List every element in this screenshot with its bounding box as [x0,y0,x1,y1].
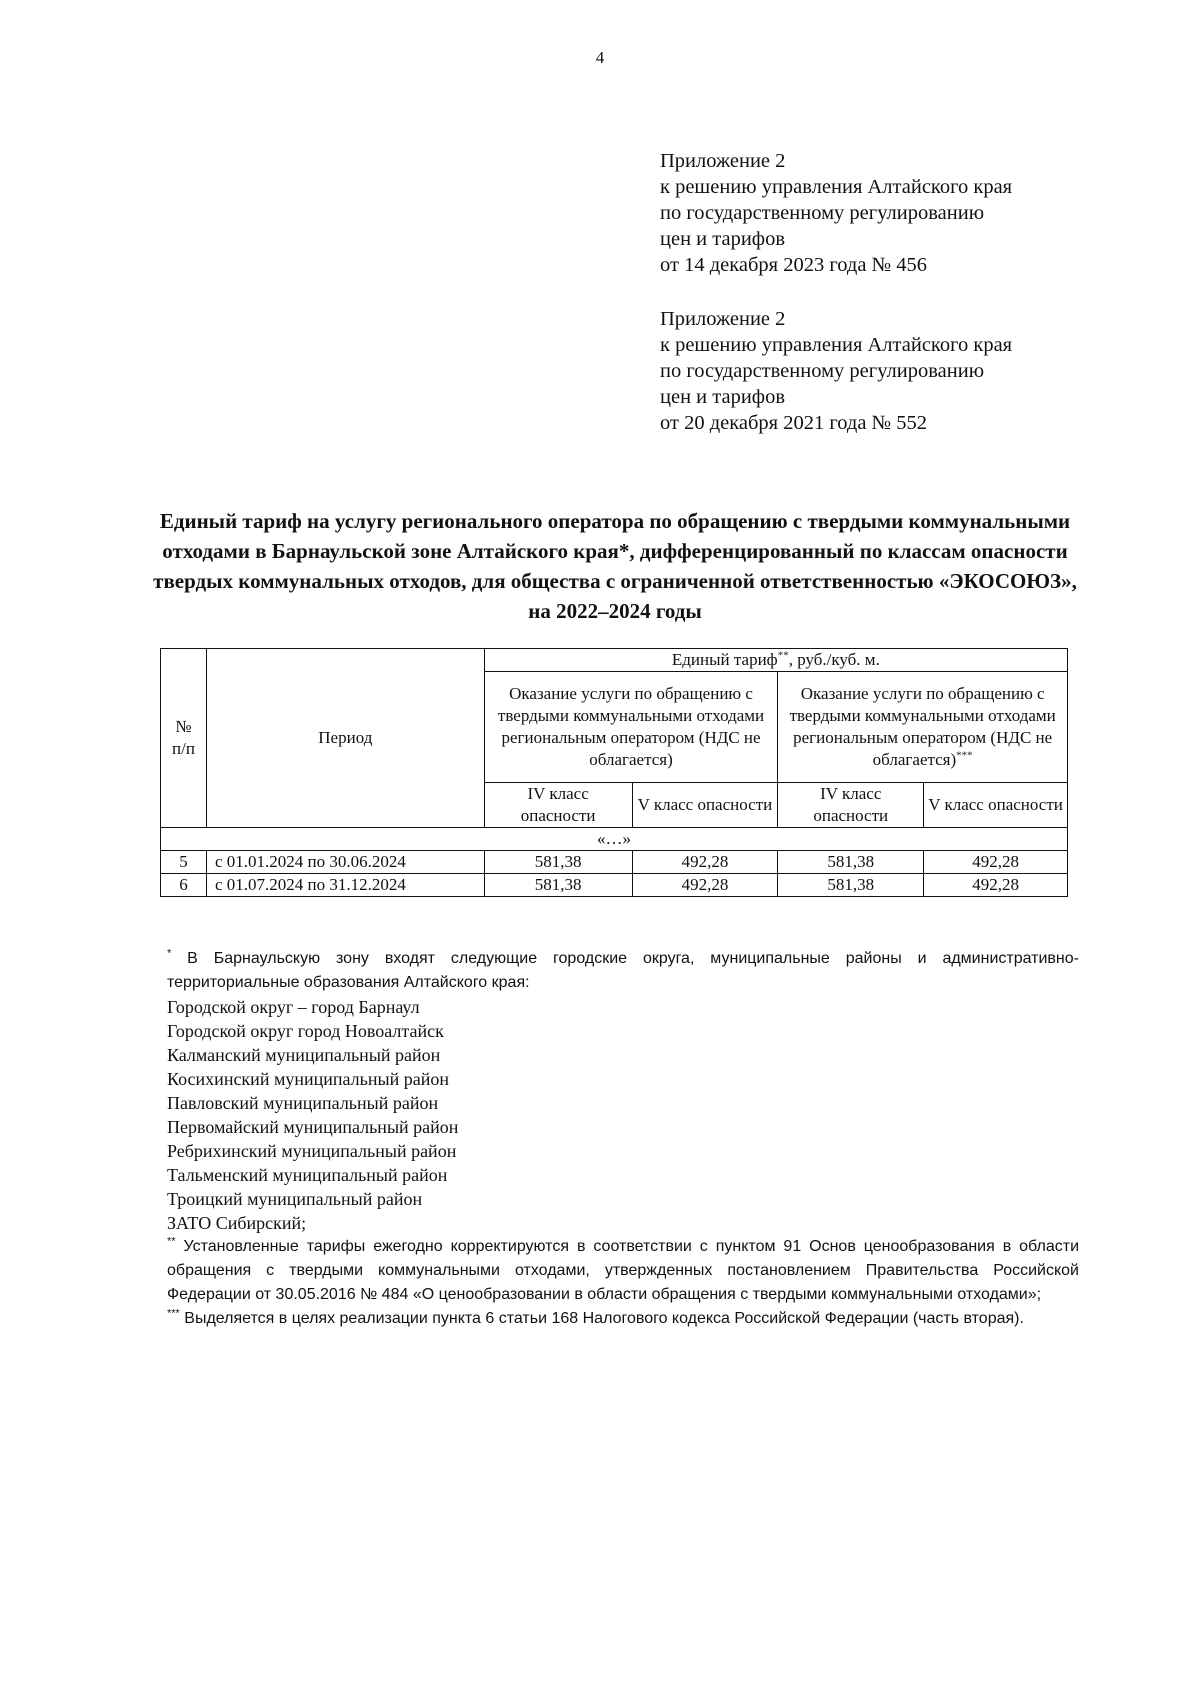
row-value: 581,38 [484,874,632,897]
header-service-2-text: Оказание услуги по обращению с твердыми коммунальными отходами региональным оператором (НДС не облагается) [789,684,1056,769]
header-service-2 [778,672,1068,783]
appendix-line: цен и тарифов [660,228,786,250]
area-item: Городской округ – город Барнаул [167,997,420,1017]
area-item: Павловский муниципальный район [167,1093,439,1113]
footnote-mark: ** [777,649,789,662]
footnote-mark: * [167,947,172,960]
header-unified-tariff [484,649,1067,672]
header-unit: , руб./куб. м. [788,650,880,669]
header-number-line: п/п [172,739,195,758]
row-number: 5 [161,851,207,874]
tariff-table [160,648,1068,897]
appendix-line: по государственному регулированию [660,360,985,382]
document-title: Единый тариф на услугу регионального оператора по обращению с твердыми коммунальными отходами в Барнаульской зоне Алтайского края*, дифференцированный по классам опасности твердых коммунальных отходов, для общества с ограниченной ответственностью «ЭКОСОЮЗ», на 2022–2024 годы [153,509,1077,623]
row-value: 581,38 [484,851,632,874]
table-row [161,851,1068,874]
header-class-iv: IV класс опасности [778,783,924,828]
page-number: 4 [595,48,605,67]
header-number [161,649,207,828]
footnote-text: Установленные тарифы ежегодно корректируются в соответствии с пунктом 91 Основ ценообразования в области обращения с твердыми коммунальными отходами, утвержденных постановлением Правительства Российской Федерации от 30.05.2016 № 484 «О ценообразовании в области обращения с твердыми коммунальными отходами»; [167,1238,1079,1303]
appendix-title: Приложение 2 [660,150,786,172]
area-item: Тальменский муниципальный район [167,1165,448,1185]
row-value: 492,28 [924,851,1068,874]
appendix-line: по государственному регулированию [660,202,985,224]
footnotes [167,947,1079,1331]
header-period: Период [206,649,484,828]
appendix-line: к решению управления Алтайского края [660,334,1013,356]
footnote-2 [167,1235,1079,1307]
header-unified-tariff-text: Единый тариф [671,650,778,669]
footnote-mark: ** [167,1235,176,1248]
row-value: 581,38 [778,851,924,874]
footnote-3 [167,1307,1079,1331]
row-value: 492,28 [632,874,778,897]
row-value: 492,28 [632,851,778,874]
header-class-iv: IV класс опасности [484,783,632,828]
footnote-mark: *** [167,1307,180,1320]
area-item: Троицкий муниципальный район [167,1189,423,1209]
footnote-text: Выделяется в целях реализации пункта 6 статьи 168 Налогового кодекса Российской Федерации (часть вторая). [179,1310,1024,1327]
row-period: с 01.01.2024 по 30.06.2024 [206,851,484,874]
appendix-line: от 14 декабря 2023 года № 456 [660,254,927,276]
area-item: ЗАТО Сибирский; [167,1213,307,1233]
footnote-text: В Барнаульскую зону входят следующие городские округа, муниципальные районы и административно-территориальные образования Алтайского края: [167,950,1079,991]
table-row [161,874,1068,897]
header-number-line: № [175,717,192,736]
area-item: Косихинский муниципальный район [167,1069,449,1089]
area-item: Первомайский муниципальный район [167,1117,459,1137]
appendix-line: к решению управления Алтайского края [660,176,1013,198]
area-item: Городской округ город Новоалтайск [167,1021,444,1041]
header-service-1: Оказание услуги по обращению с твердыми коммунальными отходами региональным оператором (НДС не облагается) [484,672,778,783]
row-period: с 01.07.2024 по 31.12.2024 [206,874,484,897]
area-item: Калманский муниципальный район [167,1045,441,1065]
header-class-v: V класс опасности [632,783,778,828]
row-number: 6 [161,874,207,897]
footnote-mark: *** [956,749,973,762]
appendix-block-2 [660,306,1012,436]
appendix-block-1 [660,148,1012,278]
omission-row: «…» [161,828,1068,851]
row-value: 581,38 [778,874,924,897]
header-class-v: V класс опасности [924,783,1068,828]
appendix-line: от 20 декабря 2021 года № 552 [660,412,927,434]
footnote-1 [167,947,1079,995]
area-item: Ребрихинский муниципальный район [167,1141,457,1161]
row-value: 492,28 [924,874,1068,897]
appendix-line: цен и тарифов [660,386,786,408]
appendix-title: Приложение 2 [660,308,786,330]
